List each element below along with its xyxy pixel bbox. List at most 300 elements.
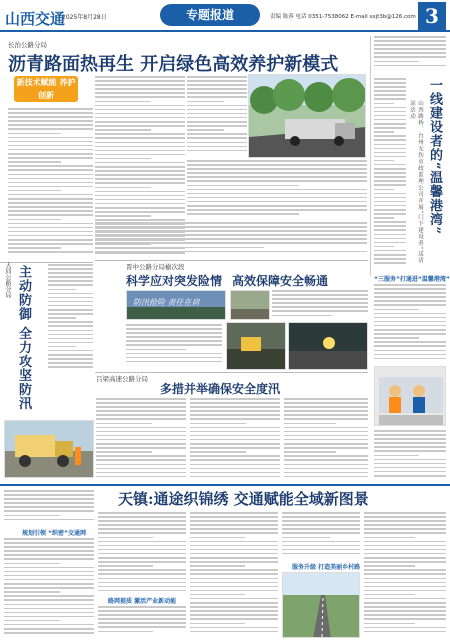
text-line xyxy=(284,464,368,466)
text-line xyxy=(374,184,406,186)
text-line xyxy=(98,569,186,571)
text-line xyxy=(98,626,186,628)
text-line xyxy=(187,80,247,82)
text-line xyxy=(374,321,446,323)
text-line xyxy=(98,610,186,612)
editor-credits: 责编 陈蓉 电话 0351-7538062 E-mail sxjt3b@126.com xyxy=(270,14,416,20)
text-line xyxy=(284,443,368,445)
text-line xyxy=(190,602,278,604)
bottom-col2b xyxy=(98,606,186,638)
text-line xyxy=(187,189,367,191)
text-line xyxy=(272,306,368,308)
flood-photo-art xyxy=(5,421,94,478)
text-line xyxy=(284,451,336,453)
text-line xyxy=(48,358,93,360)
text-line xyxy=(190,627,278,629)
text-line xyxy=(187,168,367,170)
text-line xyxy=(126,353,222,355)
left-body-1 xyxy=(48,264,93,374)
text-line xyxy=(187,205,367,207)
bottom-col5 xyxy=(364,512,446,638)
text-line xyxy=(8,133,61,135)
right-vertical-subhead: 山西路桥、台州无伤市政监理公司开展“门下建设者”送清凉活动 xyxy=(409,100,423,264)
text-line xyxy=(96,451,152,453)
text-line xyxy=(190,418,280,420)
text-line xyxy=(48,276,93,278)
text-line xyxy=(4,538,94,540)
center2-kicker: 吕梁高速公路分局 xyxy=(96,375,148,383)
text-line xyxy=(96,414,186,416)
text-line xyxy=(98,516,186,518)
text-line xyxy=(374,455,419,457)
text-line xyxy=(48,284,93,286)
text-line xyxy=(187,213,299,215)
text-line xyxy=(95,133,185,135)
text-line xyxy=(374,459,446,461)
text-line xyxy=(272,298,368,300)
text-line xyxy=(4,498,94,500)
text-line xyxy=(364,553,446,555)
text-line xyxy=(95,146,185,148)
text-line xyxy=(4,628,94,630)
text-line xyxy=(190,423,246,425)
text-line xyxy=(48,366,93,368)
text-line xyxy=(48,346,76,348)
text-line xyxy=(95,226,367,228)
text-line xyxy=(95,142,185,144)
text-line xyxy=(8,141,93,143)
right-vertical-headline: 一线建设者的“温馨港湾” xyxy=(427,78,442,235)
text-line xyxy=(8,116,93,118)
text-line xyxy=(374,119,406,121)
text-line xyxy=(190,516,278,518)
text-line xyxy=(187,92,247,94)
text-line xyxy=(4,608,94,610)
text-line xyxy=(374,430,446,432)
text-line xyxy=(96,427,186,429)
text-line xyxy=(8,219,61,221)
center1-photo-4-art xyxy=(289,323,368,370)
text-line xyxy=(284,439,368,441)
text-line xyxy=(8,210,93,212)
text-line xyxy=(8,161,61,163)
text-line xyxy=(374,442,446,444)
text-line xyxy=(190,606,278,608)
center2-body-b xyxy=(190,398,280,480)
text-line xyxy=(96,435,186,437)
text-line xyxy=(374,131,394,133)
bottom-subhead-3: 服务升级 打造美丽乡村路 xyxy=(292,564,361,571)
text-line xyxy=(95,182,185,184)
text-line xyxy=(95,207,185,209)
bottom-subhead-2: 路网提质 激活产业新动能 xyxy=(108,598,177,605)
center1-headline-right: 高效保障安全畅通 xyxy=(232,274,329,288)
text-line xyxy=(284,402,368,404)
text-line xyxy=(190,610,278,612)
text-line xyxy=(374,48,446,50)
text-line xyxy=(190,553,278,555)
text-line xyxy=(190,578,278,580)
lead-body-col4 xyxy=(187,160,367,220)
text-line xyxy=(98,528,186,530)
text-line xyxy=(8,247,61,249)
text-line xyxy=(48,362,93,364)
text-line xyxy=(374,329,446,331)
text-line xyxy=(374,209,406,211)
text-line xyxy=(374,242,406,244)
text-line xyxy=(8,251,93,253)
text-line xyxy=(190,541,278,543)
text-line xyxy=(8,128,93,130)
text-line xyxy=(374,354,446,356)
text-line xyxy=(374,40,446,42)
text-line xyxy=(95,191,185,193)
text-line xyxy=(8,174,93,176)
text-line xyxy=(374,148,406,150)
text-line xyxy=(98,631,153,633)
text-line xyxy=(48,338,93,340)
text-line xyxy=(364,594,415,596)
text-line xyxy=(8,178,93,180)
text-line xyxy=(96,443,186,445)
text-line xyxy=(272,290,368,292)
bottom-photo-road xyxy=(282,572,360,638)
center1-body-a xyxy=(272,290,368,320)
text-line xyxy=(187,142,247,144)
text-line xyxy=(8,231,93,233)
text-line xyxy=(374,144,406,146)
text-line xyxy=(8,202,93,204)
text-line xyxy=(48,301,93,303)
text-line xyxy=(98,561,186,563)
text-line xyxy=(95,150,185,152)
text-line xyxy=(374,189,394,191)
text-line xyxy=(98,553,186,555)
bottom-rule xyxy=(0,484,450,486)
text-line xyxy=(190,455,280,457)
text-line xyxy=(8,145,93,147)
text-line xyxy=(374,246,394,248)
text-line xyxy=(374,135,406,137)
text-line xyxy=(8,124,93,126)
page-banner xyxy=(0,0,450,32)
text-line xyxy=(374,180,406,182)
text-line xyxy=(126,361,222,363)
text-line xyxy=(374,262,406,264)
text-line xyxy=(374,201,406,203)
text-line xyxy=(95,76,185,78)
text-line xyxy=(364,602,446,604)
text-line xyxy=(98,512,186,514)
text-line xyxy=(374,123,406,125)
text-line xyxy=(187,164,367,166)
text-line xyxy=(374,313,446,315)
text-line xyxy=(187,201,367,203)
text-line xyxy=(95,222,367,224)
text-line xyxy=(96,402,186,404)
text-line xyxy=(284,423,336,425)
text-line xyxy=(8,169,93,171)
text-line xyxy=(95,84,185,86)
text-line xyxy=(364,598,446,600)
text-line xyxy=(48,264,93,266)
text-line xyxy=(98,524,186,526)
text-line xyxy=(282,516,360,518)
text-line xyxy=(190,537,245,539)
text-line xyxy=(364,631,446,633)
text-line xyxy=(98,520,186,522)
text-line xyxy=(190,410,280,412)
text-line xyxy=(126,357,222,359)
text-line xyxy=(190,443,280,445)
lead-photo-road-recycling xyxy=(248,74,366,158)
text-line xyxy=(364,537,415,539)
text-line xyxy=(284,414,368,416)
text-line xyxy=(374,205,406,207)
text-line xyxy=(48,305,93,307)
right-body-2 xyxy=(374,284,446,364)
text-line xyxy=(374,438,446,440)
text-line xyxy=(126,336,222,338)
text-line xyxy=(8,243,93,245)
text-line xyxy=(95,166,185,168)
text-line xyxy=(374,229,406,231)
text-line xyxy=(282,545,360,547)
page-number: 3 xyxy=(418,2,446,30)
lead-body-col3 xyxy=(187,76,247,156)
text-line xyxy=(272,310,368,312)
center1-headline-left: 科学应对突发险情 xyxy=(126,274,223,288)
bottom-col2 xyxy=(98,512,186,594)
text-line xyxy=(4,546,94,548)
text-line xyxy=(374,86,406,88)
text-line xyxy=(187,109,247,111)
text-line xyxy=(282,553,360,555)
text-line xyxy=(374,333,446,335)
lead-kicker: 长治公路分局 xyxy=(8,41,47,49)
text-line xyxy=(364,578,446,580)
text-line xyxy=(190,402,280,404)
section-title: 专题报道 xyxy=(160,4,260,26)
text-line xyxy=(284,431,368,433)
bottom-subhead-1: 规划引领 “织密”交通网 xyxy=(22,530,86,537)
text-line xyxy=(374,317,446,319)
text-line xyxy=(374,358,446,360)
text-line xyxy=(4,506,94,508)
text-line xyxy=(282,512,360,514)
text-line xyxy=(95,125,185,127)
text-line xyxy=(95,199,185,201)
text-line xyxy=(187,193,367,195)
text-line xyxy=(364,557,446,559)
text-line xyxy=(98,545,186,547)
text-line xyxy=(374,36,446,38)
text-line xyxy=(364,524,446,526)
text-line xyxy=(374,258,406,260)
text-line xyxy=(126,324,222,326)
text-line xyxy=(96,439,186,441)
text-line xyxy=(282,520,360,522)
text-line xyxy=(4,510,94,512)
center2-body-c xyxy=(284,398,368,480)
text-line xyxy=(187,129,224,131)
left-photo-flood-work xyxy=(4,420,94,478)
center2-body-a xyxy=(96,398,186,480)
text-line xyxy=(4,616,94,618)
text-line xyxy=(4,558,94,560)
text-line xyxy=(95,251,367,253)
lead-headline: 沥青路面热再生 开启绿色高效养护新模式 xyxy=(8,54,339,75)
text-line xyxy=(284,406,368,408)
text-line xyxy=(48,354,93,356)
text-line xyxy=(8,108,93,110)
text-line xyxy=(95,117,185,119)
text-line xyxy=(126,332,222,334)
text-line xyxy=(190,614,278,616)
text-line xyxy=(364,516,446,518)
text-line xyxy=(187,84,247,86)
text-line xyxy=(48,317,76,319)
text-line xyxy=(374,475,446,477)
bottom-col3 xyxy=(190,512,278,638)
text-line xyxy=(187,101,224,103)
text-line xyxy=(48,293,93,295)
text-line xyxy=(96,406,186,408)
text-line xyxy=(126,344,222,346)
text-line xyxy=(374,345,446,347)
text-line xyxy=(96,423,152,425)
text-line xyxy=(4,519,94,521)
text-line xyxy=(190,472,280,474)
text-line xyxy=(98,573,186,575)
text-line xyxy=(98,565,153,567)
text-line xyxy=(190,464,280,466)
text-line xyxy=(98,590,186,592)
text-line xyxy=(8,198,93,200)
center1-photo-3-art xyxy=(227,323,286,370)
text-line xyxy=(190,582,278,584)
text-line xyxy=(374,193,406,195)
text-line xyxy=(4,632,94,634)
text-line xyxy=(190,561,278,563)
text-line xyxy=(190,398,280,400)
bottom-intro xyxy=(4,490,94,524)
text-line xyxy=(95,137,185,139)
text-line xyxy=(272,315,332,317)
text-line xyxy=(48,297,93,299)
text-line xyxy=(190,623,245,625)
text-line xyxy=(187,125,247,127)
text-line xyxy=(187,121,247,123)
text-line xyxy=(364,520,446,522)
center1-body-b xyxy=(126,324,222,368)
text-line xyxy=(190,565,245,567)
text-line xyxy=(374,234,406,236)
text-line xyxy=(187,197,367,199)
text-line xyxy=(374,152,406,154)
workers-photo-art xyxy=(375,367,446,426)
text-line xyxy=(364,512,446,514)
text-line xyxy=(4,612,94,614)
text-line xyxy=(374,217,394,219)
text-line xyxy=(8,227,93,229)
text-line xyxy=(8,214,93,216)
text-line xyxy=(374,341,446,343)
text-line xyxy=(95,80,185,82)
text-line xyxy=(190,406,280,408)
text-line xyxy=(190,598,278,600)
text-line xyxy=(8,194,93,196)
text-line xyxy=(374,254,406,256)
text-line xyxy=(190,557,278,559)
text-line xyxy=(282,532,360,534)
text-line xyxy=(284,476,368,478)
text-line xyxy=(282,524,360,526)
text-line xyxy=(190,545,278,547)
text-line xyxy=(374,94,406,96)
text-line xyxy=(284,427,368,429)
text-line xyxy=(8,182,93,184)
text-line xyxy=(374,139,406,141)
text-line xyxy=(374,292,446,294)
text-line xyxy=(284,398,368,400)
text-line xyxy=(190,618,278,620)
text-line xyxy=(8,165,93,167)
road-photo-art xyxy=(249,75,366,158)
text-line xyxy=(95,162,185,164)
text-line xyxy=(95,158,151,160)
text-line xyxy=(190,549,278,551)
text-line xyxy=(374,111,406,113)
bottom-col1 xyxy=(4,538,94,638)
text-line xyxy=(187,137,247,139)
text-line xyxy=(364,541,446,543)
text-line xyxy=(374,467,446,469)
text-line xyxy=(48,321,93,323)
center1-photo-slogan xyxy=(126,290,226,320)
text-line xyxy=(48,313,93,315)
text-line xyxy=(187,88,247,90)
text-line xyxy=(95,187,151,189)
text-line xyxy=(4,571,94,573)
lead-body-bottom xyxy=(95,222,367,258)
text-line xyxy=(187,180,367,182)
text-line xyxy=(364,561,446,563)
text-line xyxy=(190,447,280,449)
text-line xyxy=(190,439,280,441)
text-line xyxy=(364,610,446,612)
text-line xyxy=(374,61,419,63)
text-line xyxy=(8,235,93,237)
text-line xyxy=(4,567,94,569)
text-line xyxy=(96,455,186,457)
text-line xyxy=(364,627,446,629)
text-line xyxy=(96,447,186,449)
text-line xyxy=(126,349,186,351)
text-line xyxy=(374,325,446,327)
text-line xyxy=(95,109,185,111)
text-line xyxy=(190,476,280,478)
text-line xyxy=(374,213,406,215)
text-line xyxy=(364,582,446,584)
text-line xyxy=(374,160,394,162)
text-line xyxy=(282,537,330,539)
text-line xyxy=(48,309,93,311)
text-line xyxy=(4,494,94,496)
text-line xyxy=(374,156,406,158)
text-line xyxy=(95,174,185,176)
text-line xyxy=(95,121,185,123)
